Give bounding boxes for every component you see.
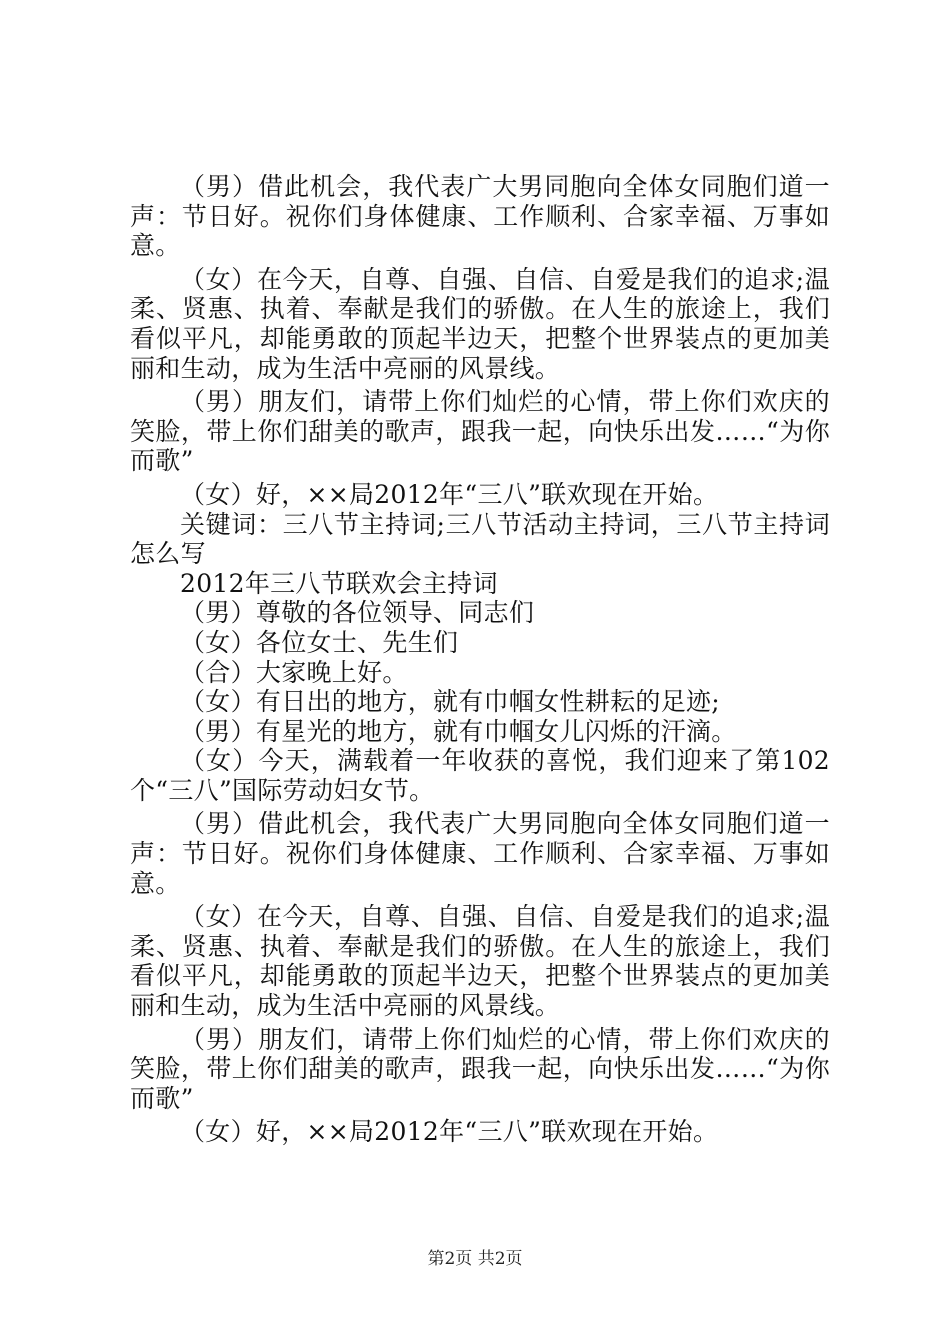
paragraph: （男）借此机会，我代表广大男同胞向全体女同胞们道一声：节日好。祝你们身体健康、工作顺利、合家幸福、万事如意。 xyxy=(130,172,830,261)
paragraph: （女）各位女士、先生们 xyxy=(180,627,459,657)
document-body xyxy=(130,172,830,1151)
section-title: 2012年三八节联欢会主持词 xyxy=(180,568,498,598)
paragraph: （男）朋友们，请带上你们灿烂的心情，带上你们欢庆的笑脸，带上你们甜美的歌声，跟我一起，向快乐出发……“为你而歌” xyxy=(130,1024,830,1113)
paragraph: （男）尊敬的各位领导、同志们 xyxy=(180,598,535,628)
paragraph: （女）好，××局2012年“三八”联欢现在开始。 xyxy=(180,479,719,509)
paragraph: （女）好，××局2012年“三八”联欢现在开始。 xyxy=(180,1117,719,1147)
paragraph: （合）大家晚上好。 xyxy=(180,657,408,687)
paragraph: （女）在今天，自尊、自强、自信、自爱是我们的追求;温柔、贤惠、执着、奉献是我们的骄傲。在人生的旅途上，我们看似平凡，却能勇敢的顶起半边天，把整个世界装点的更加美丽和生动，成为生活中亮丽的风景线。 xyxy=(130,264,830,383)
paragraph: （男）有星光的地方，就有巾帼女儿闪烁的汗滴。 xyxy=(180,716,737,746)
paragraph: （男）朋友们，请带上你们灿烂的心情，带上你们欢庆的笑脸，带上你们甜美的歌声，跟我一起，向快乐出发……“为你而歌” xyxy=(130,387,830,476)
paragraph: （女）今天，满载着一年收获的喜悦，我们迎来了第102个“三八”国际劳动妇女节。 xyxy=(130,746,830,805)
paragraph: （女）在今天，自尊、自强、自信、自爱是我们的追求;温柔、贤惠、执着、奉献是我们的骄傲。在人生的旅途上，我们看似平凡，却能勇敢的顶起半边天，把整个世界装点的更加美丽和生动，成为生活中亮丽的风景线。 xyxy=(130,902,830,1021)
page-number-footer: 第2页 共2页 xyxy=(427,1249,523,1269)
keywords-paragraph: 关键词：三八节主持词;三八节活动主持词，三八节主持词怎么写 xyxy=(130,509,830,569)
paragraph: （女）有日出的地方，就有巾帼女性耕耘的足迹; xyxy=(180,687,721,717)
paragraph: （男）借此机会，我代表广大男同胞向全体女同胞们道一声：节日好。祝你们身体健康、工作顺利、合家幸福、万事如意。 xyxy=(130,809,830,898)
